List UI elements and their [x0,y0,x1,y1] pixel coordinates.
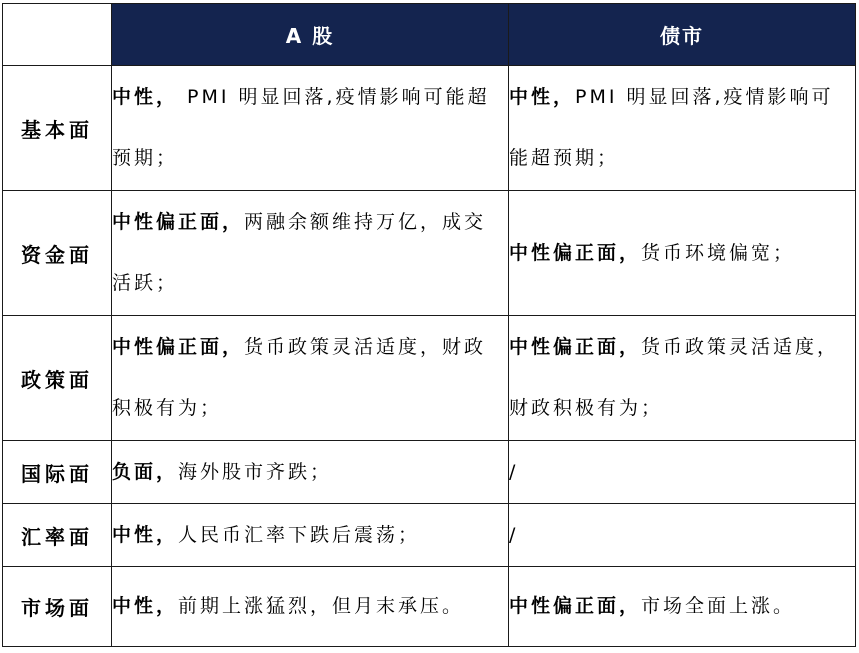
comparison-table [2,3,856,647]
cell-verdict: 中性偏正面， [112,336,245,358]
table-row [3,567,856,647]
header-a-shares: A 股 [112,4,509,66]
bond-cell [509,504,856,567]
a-shares-cell [112,504,509,567]
header-bond-market: 债市 [509,4,856,66]
cell-detail: 人民币汇率下跌后震荡； [178,523,421,546]
cell-verdict: 中性偏正面， [509,595,642,617]
row-label: 基本面 [3,66,112,191]
bond-cell [509,191,856,316]
row-label: 国际面 [3,441,112,504]
cell-detail: PMI 明显回落,疫情影响可能超预期； [509,86,834,169]
cell-verdict: 中性， [509,86,576,108]
bond-cell [509,567,856,647]
table-row [3,441,856,504]
cell-detail: / [509,460,519,483]
a-shares-cell [112,441,509,504]
cell-verdict: 中性偏正面， [509,241,642,264]
a-shares-cell [112,66,509,191]
a-shares-cell [112,316,509,441]
cell-detail: 货币政策灵活适度，财政积极有为； [112,336,487,419]
a-shares-cell [112,567,509,647]
cell-detail: / [509,523,519,546]
cell-verdict: 负面， [112,460,179,483]
cell-detail: 前期上涨猛烈，但月末承压。 [178,595,465,617]
cell-detail: 海外股市齐跌； [178,460,333,483]
cell-verdict: 中性偏正面， [509,336,642,358]
header-row [3,4,856,66]
cell-detail: 货币政策灵活适度，财政积极有为； [509,336,840,419]
a-shares-cell [112,191,509,316]
corner-cell [3,4,112,66]
row-label: 资金面 [3,191,112,316]
cell-detail: 货币环境偏宽； [641,241,796,264]
table-row [3,66,856,191]
table-row [3,504,856,567]
cell-detail: 市场全面上涨。 [641,595,796,617]
cell-detail: PMI 明显回落,疫情影响可能超预期； [112,86,490,169]
row-label: 政策面 [3,316,112,441]
cell-verdict: 中性， [112,86,179,108]
bond-cell [509,441,856,504]
row-label: 市场面 [3,567,112,647]
table-row [3,191,856,316]
table-row [3,316,856,441]
bond-cell [509,316,856,441]
cell-verdict: 中性， [112,595,179,617]
row-label: 汇率面 [3,504,112,567]
cell-verdict: 中性， [112,523,179,546]
cell-verdict: 中性偏正面， [112,211,245,233]
cell-detail: 两融余额维持万亿，成交活跃； [112,211,487,294]
bond-cell [509,66,856,191]
